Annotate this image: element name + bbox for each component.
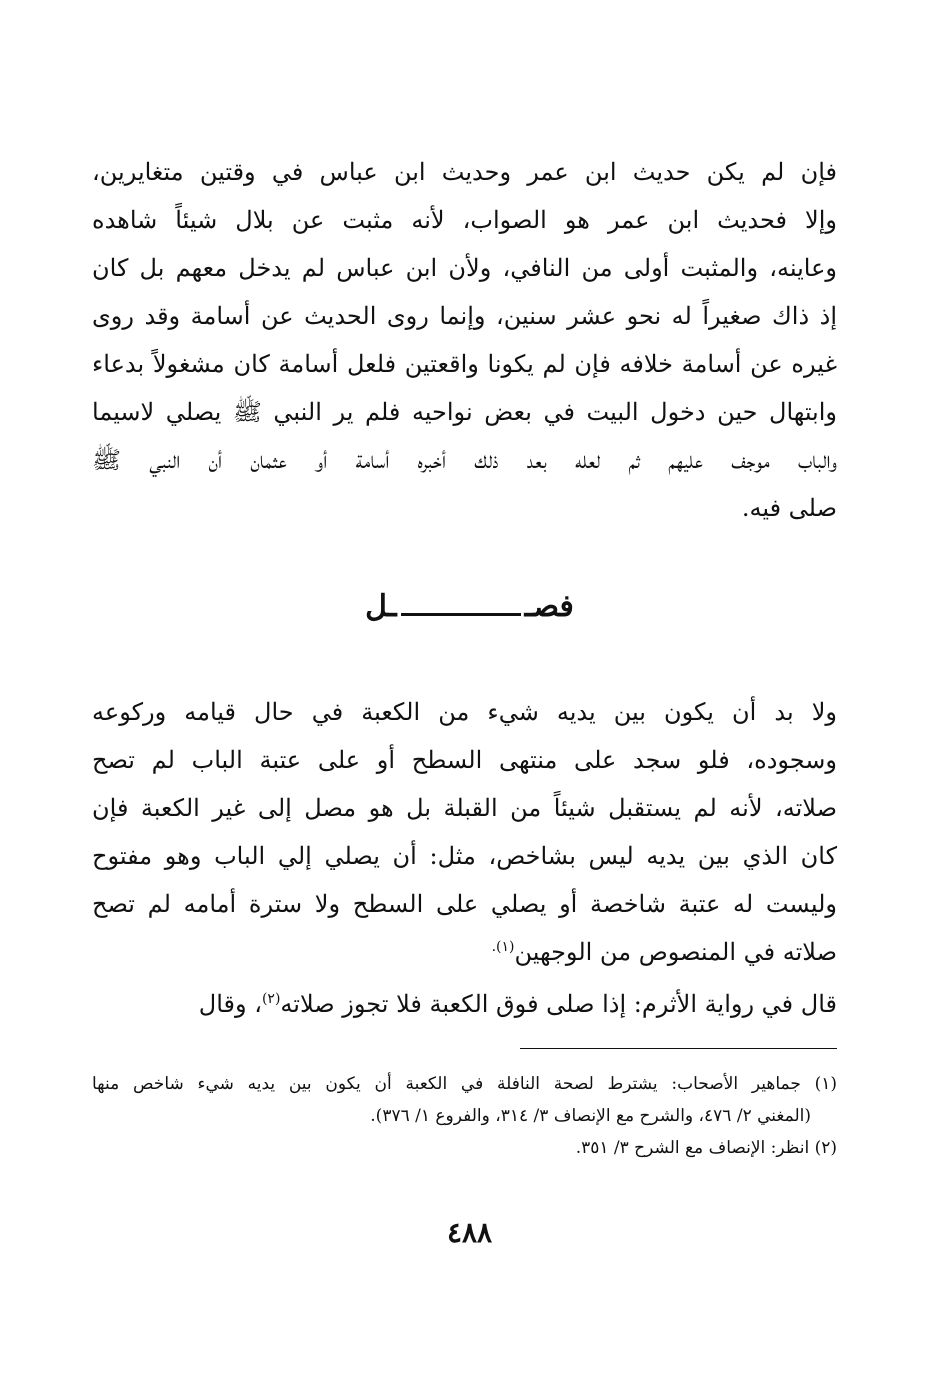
section-heading bbox=[0, 582, 939, 632]
footnote-marker-2[interactable]: (٢) bbox=[261, 991, 281, 1007]
text-line bbox=[92, 980, 837, 1028]
text-line-tail: ، وقال bbox=[198, 990, 262, 1018]
text-line: وسجوده، فلو سجد على منتهى السطح أو على عتبة الباب لم تصح bbox=[92, 746, 838, 774]
page-number: ٤٨٨ bbox=[446, 1216, 493, 1249]
text-line: ولا بد أن يكون بين يديه شيء من الكعبة في حال قيامه وركوعه bbox=[92, 698, 837, 726]
paragraph-3 bbox=[92, 980, 837, 1028]
text-line bbox=[92, 928, 837, 976]
text-line: وابتهال حين دخول البيت في بعض نواحيه فلم ير النبي ﷺ يصلي لاسيما bbox=[92, 398, 837, 426]
text-line: صلى فيه. bbox=[741, 494, 837, 522]
paragraph-2 bbox=[92, 688, 837, 976]
text-line: غيره عن أسامة خلافه فإن لم يكونا واقعتين فلعل أسامة كان مشغولاً بدعاء bbox=[92, 350, 837, 378]
text-line: كان الذي بين يديه ليس بشاخص، مثل: أن يصلي إلي الباب وهو مفتوح bbox=[92, 842, 837, 870]
text-line: والباب موجف عليهم ثم لعله بعد ذلك أخبره أسامة أو عثمان أن النبي ﷺ bbox=[92, 446, 837, 474]
footnote-divider bbox=[520, 1048, 837, 1049]
footnote-2: (٢) انظر: الإنصاف مع الشرح ٣/ ٣٥١. bbox=[575, 1138, 837, 1158]
footnote-marker-1[interactable]: (١). bbox=[491, 939, 515, 955]
section-heading-end: ـل bbox=[365, 589, 397, 624]
text-line: صلاته، لأنه لم يستقبل شيئاً من القبلة بل هو مصل إلى غير الكعبة فإن bbox=[92, 794, 837, 822]
paragraph-1 bbox=[92, 148, 837, 532]
section-heading-start: فصـ bbox=[524, 589, 574, 624]
text-line: وإلا فحديث ابن عمر هو الصواب، لأنه مثبت عن بلال شيئاً شاهده bbox=[92, 206, 837, 234]
footnote-1-continued: (المغني ٢/ ٤٧٦، والشرح مع الإنصاف ٣/ ٣١٤، والفروع ١/ ٣٧٦). bbox=[370, 1106, 811, 1126]
text-line: إذ ذاك صغيراً له نحو عشر سنين، وإنما روى الحديث عن أسامة وقد روى bbox=[92, 302, 837, 330]
text-line: وعاينه، والمثبت أولى من النافي، ولأن ابن عباس لم يدخل معهم بل كان bbox=[92, 254, 837, 282]
footnote-1: (١) جماهير الأصحاب: يشترط لصحة النافلة في الكعبة أن يكون بين يديه شيء شاخص منها bbox=[92, 1074, 837, 1094]
text-line: فإن لم يكن حديث ابن عمر وحديث ابن عباس في وقتين متغايرين، bbox=[92, 158, 837, 186]
text-line-body: قال في رواية الأثرم: إذا صلى فوق الكعبة فلا تجوز صلاته bbox=[280, 990, 837, 1018]
text-line: وليست له عتبة شاخصة أو يصلي على السطح ولا سترة أمامه لم تصح bbox=[92, 890, 837, 918]
text-line-body: صلاته في المنصوص من الوجهين bbox=[514, 938, 837, 966]
footnotes bbox=[92, 1068, 837, 1164]
heading-stretch-line bbox=[401, 613, 521, 616]
